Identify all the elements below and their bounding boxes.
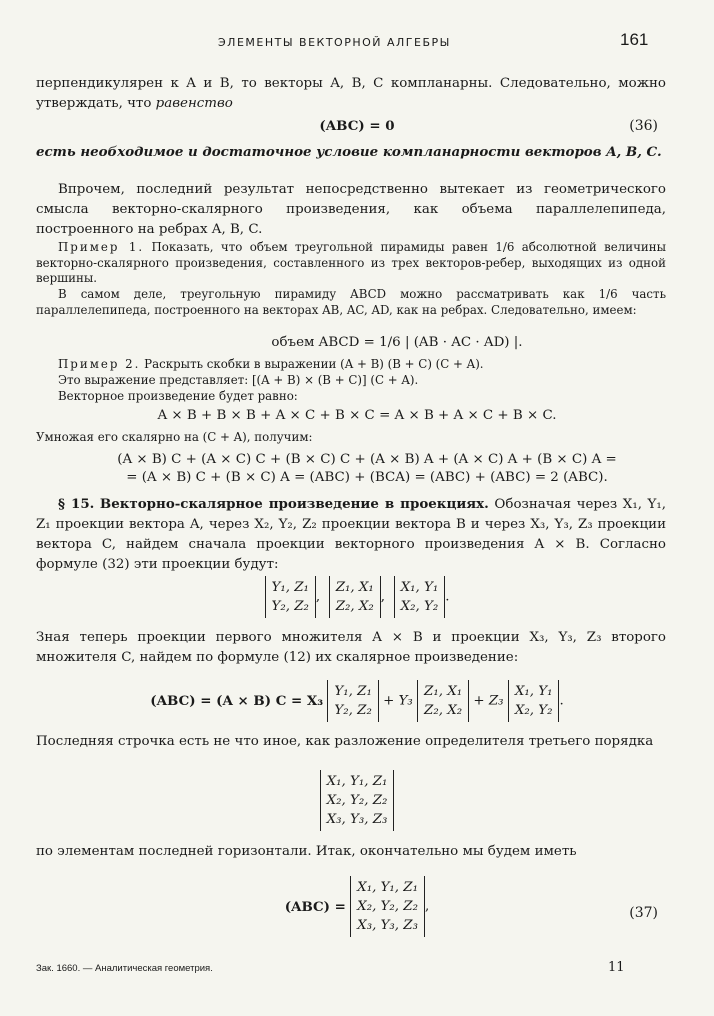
determinant-yz: Y₁, Z₁ Y₂, Z₂ [265,576,316,618]
determinant-zx: Z₁, X₁ Z₂, X₂ [329,576,381,618]
cross-product-equation: A × B + B × B + A × C + B × C = A × B + A × C + B × C. [157,408,557,423]
paragraph-2: есть необходимое и достаточное условие компланарности векторов A, B, C. [36,144,662,160]
page-number: 161 [620,30,649,49]
equation-37: (ABC) = X₁, Y₁, Z₁ X₂, Y₂, Z₂ X₃, Y₃, Z₃ , [0,876,714,937]
example-2-line2: Это выражение представляет: [(A + B) × (B + C)] (C + A). [58,373,419,387]
determinant-xyz: X₁, Y₁, Z₁ X₂, Y₂, Z₂ X₃, Y₃, Z₃ [320,770,395,831]
paragraph-final: по элементам последней горизонтали. Итак, окончательно мы будем иметь [36,844,577,859]
determinant-xy-2: X₁, Y₁ X₂, Y₂ [508,680,560,722]
determinant-xy: X₁, Y₁ X₂, Y₂ [394,576,446,618]
determinant-3x3 [0,770,714,831]
determinant-yz-2: Y₁, Z₁ Y₂, Z₂ [327,680,378,722]
multiply-text: Умножая его скалярно на (C + A), получим: [36,430,313,444]
long-equation-1: (A × B) C + (A × C) C + (B × C) C + (A × B) A + (A × C) A + (B × C) A = [117,452,617,467]
determinant-xyz-final: X₁, Y₁, Z₁ X₂, Y₂, Z₂ X₃, Y₃, Z₃ [350,876,425,937]
section-number: § 15. [58,496,95,512]
equation-36: (ABC) = 0 [319,118,395,134]
paragraph-1: перпендикулярен к A и B, то векторы A, B, C компланарны. Следовательно, можно утверждать, что равенство [36,76,666,111]
paragraph-last: Последняя строчка есть не что иное, как разложение определителя третьего порядка [36,734,654,749]
abc-expansion: (ABC) = (A × B) C = X₃ Y₁, Z₁ Y₂, Z₂ + Y₃ Z₁, X₁ Z₂, X₂ + Z₃ X₁, Y₁ X₂, Y₂ . [0,680,714,722]
equation-37-number: (37) [629,905,658,921]
equation-36-number: (36) [629,118,658,134]
determinant-zx-2: Z₁, X₁ Z₂, X₂ [417,680,469,722]
example-2-line3: Векторное произведение будет равно: [58,389,298,403]
footer-note: Зак. 1660. — Аналитическая геометрия. [36,963,213,974]
section-title: Векторно-скалярное произведение в проекциях. [99,496,489,512]
footer-signature: 11 [608,960,625,975]
paragraph-3: Впрочем, последний результат непосредственно вытекает из геометрического смысла векторно-скалярного произведения, как объема параллелепипеда, построенного на ребрах A, B, C. [36,182,666,237]
volume-formula: объем ABCD = 1/6 | (AB · AC · AD) |. [271,335,523,350]
example-1: Пример 1. Показать, что объем треугольной пирамиды равен 1/6 абсолютной величины векторно-скалярного произведения, составленного из трех векторов-ребер, выходящих из одной вершины. [36,240,667,285]
long-equation-2: = (A × B) C + (B × C) A = (ABC) + (BCA) = (ABC) + (ABC) = 2 (ABC). [126,470,608,485]
cross-product-projections: Y₁, Z₁ Y₂, Z₂ , Z₁, X₁ Z₂, X₂ , X₁, Y₁ X₂, Y₂ . [0,576,714,618]
header-title: ЭЛЕМЕНТЫ ВЕКТОРНОЙ АЛГЕБРЫ [218,36,451,49]
paragraph-know: Зная теперь проекции первого множителя A × B и проекции X₃, Y₃, Z₃ второго множителя C, найдем по формуле (12) их скалярное произведение: [36,630,666,665]
section-15: § 15. Векторно-скалярное произведение в проекциях. Обозначая через X₁, Y₁, Z₁ проекции вектора A, через X₂, Y₂, Z₂ проекции вектора B и через X₃, Y₃, Z₃ проекции вектора C, найдем сначала проекции векторного произведения A × B. Согласно формуле (32) эти проекции будут: [36,496,667,572]
example-1-body: В самом деле, треугольную пирамиду ABCD можно рассматривать как 1/6 часть параллелепипеда, построенного на векторах AB, AC, AD, как на ребрах. Следовательно, имеем: [36,287,666,317]
example-2: Пример 2. Раскрыть скобки в выражении (A + B) (B + C) (C + A). [58,357,484,371]
